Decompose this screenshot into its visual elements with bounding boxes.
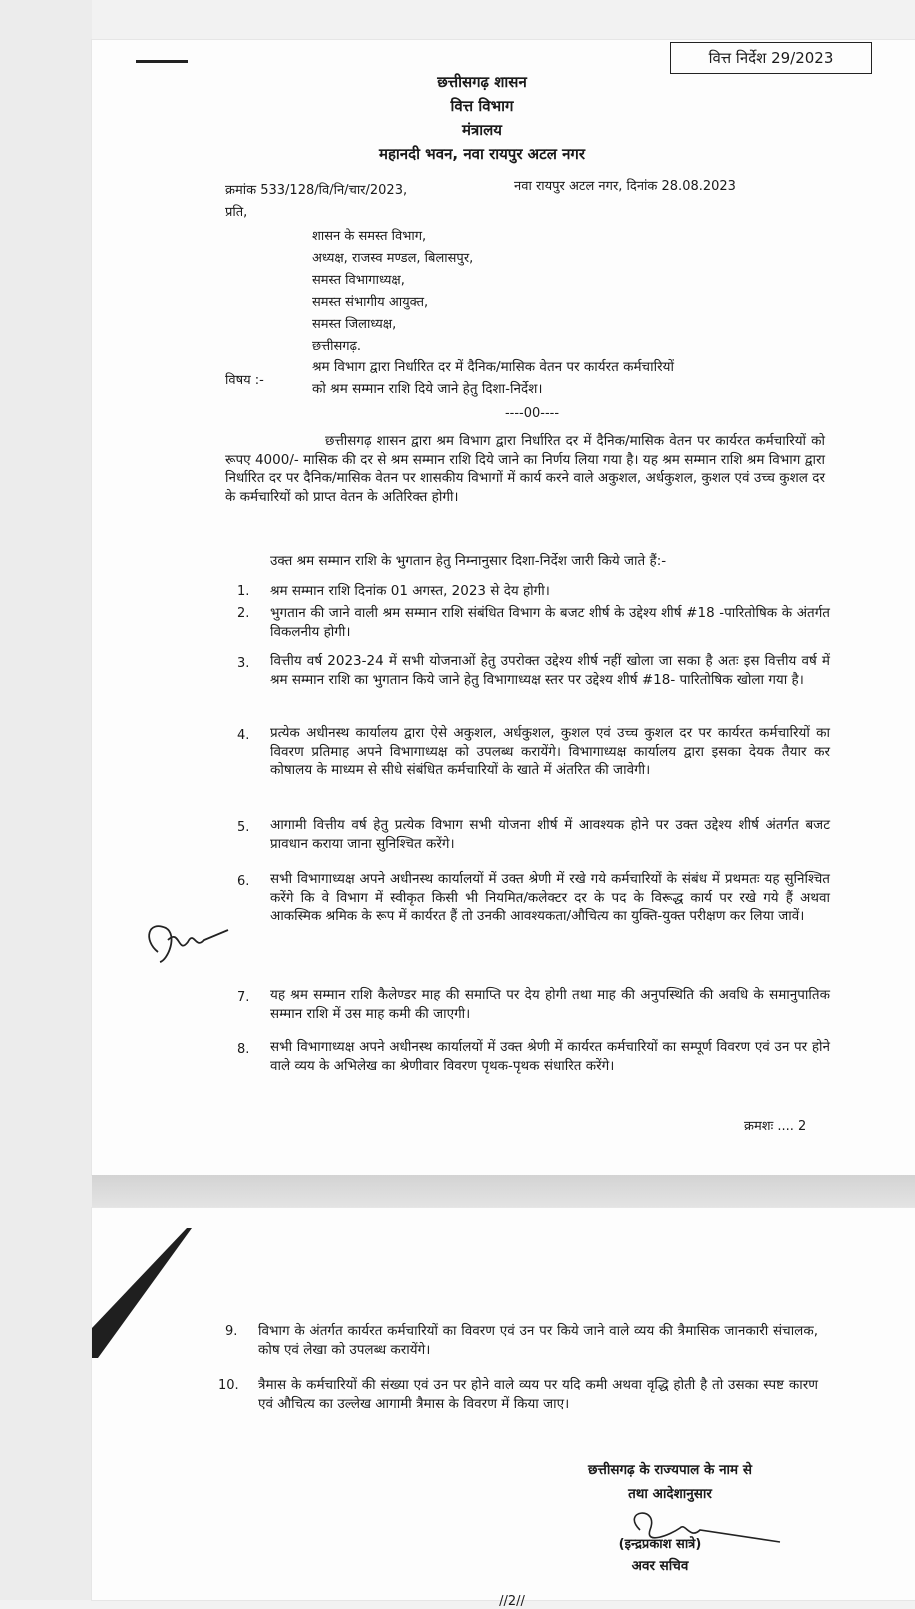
recipient-list — [312, 226, 473, 358]
item-number: 3. — [237, 656, 250, 671]
place-date: नवा रायपुर अटल नगर, दिनांक 28.08.2023 — [514, 179, 736, 194]
item-number: 9. — [225, 1324, 238, 1339]
separator: ----00---- — [504, 406, 560, 421]
recipient: समस्त जिलाध्यक्ष, — [312, 317, 397, 332]
authority-line-1: छत्तीसगढ़ के राज्यपाल के नाम से — [588, 1462, 752, 1478]
item-text: प्रत्येक अधीनस्थ कार्यालय द्वारा ऐसे अकुशल, अर्धकुशल, कुशल एवं उच्च कुशल दर पर कार्यरत कर्मचारियों का विवरण प्रतिमाह अपने विभागाध्यक्ष को उपलब्ध करायेंगे। विभागाध्यक्ष कार्यालय द्वारा इसका देयक तैयार कर कोषालय के माध्यम से सीधे संबंधित कर्मचारियों के खाते में अंतरित की जावेगी। — [270, 725, 830, 778]
subject-label: विषय :- — [225, 373, 264, 388]
reference-box: वित्त निर्देश 29/2023 — [670, 42, 872, 74]
continued-note: क्रमशः .... 2 — [744, 1119, 807, 1134]
recipient: अध्यक्ष, राजस्व मण्डल, बिलासपुर, — [312, 251, 474, 266]
item-text: श्रम सम्मान राशि दिनांक 01 अगस्त, 2023 से देय होगी। — [270, 583, 550, 599]
item-number: 8. — [237, 1042, 250, 1057]
paragraph-2: उक्त श्रम सम्मान राशि के भुगतान हेतु निम्नानुसार दिशा-निर्देश जारी किये जाते हैं:- — [270, 553, 667, 569]
item-number: 5. — [237, 820, 250, 835]
item-number: 4. — [237, 728, 250, 743]
item-text: आगामी वित्तीय वर्ष हेतु प्रत्येक विभाग सभी योजना शीर्ष में आवश्यक होने पर उक्त उद्देश्य शीर्ष अंतर्गत बजट प्रावधान कराया जाना सुनिश्चित करेंगे। — [270, 817, 830, 852]
page-gap — [92, 1175, 915, 1208]
subject-line-2: को श्रम सम्मान राशि दिये जाने हेतु दिशा-निर्देश। — [312, 381, 543, 397]
item-number: 1. — [237, 584, 250, 599]
pen-mark — [136, 60, 188, 63]
authority-line-2: तथा आदेशानुसार — [628, 1486, 712, 1502]
margin-signature — [138, 900, 238, 980]
to-label: प्रति, — [225, 205, 248, 220]
item-number: 10. — [218, 1378, 239, 1393]
recipient: समस्त विभागाध्यक्ष, — [312, 273, 405, 288]
memo-number: क्रमांक 533/128/वि/नि/चार/2023, — [225, 183, 408, 198]
designation: अवर सचिव — [631, 1558, 689, 1574]
left-margin-shade — [0, 0, 92, 1600]
header-ministry: मंत्रालय — [461, 121, 502, 139]
header-dept: वित्त विभाग — [450, 97, 514, 115]
corner-fold-shadow — [92, 1228, 192, 1358]
item-number: 6. — [237, 874, 250, 889]
subject-line-1: श्रम विभाग द्वारा निर्धारित दर में दैनिक/मासिक वेतन पर कार्यरत कर्मचारियों — [312, 359, 674, 375]
header-govt: छत्तीसगढ़ शासन — [437, 73, 527, 91]
item-number: 7. — [237, 990, 250, 1005]
item-text: सभी विभागाध्यक्ष अपने अधीनस्थ कार्यालयों में उक्त श्रेणी में रखे गये कर्मचारियों के संबंध में प्रथमतः यह सुनिश्चित करेंगे कि वे विभाग में स्वीकृत किसी भी नियमित/कलेक्टर दर के पद के विरूद्ध कार्य पर रखे गये हैं अथवा आकस्मिक श्रमिक के रूप में कार्यरत हैं तो उनकी आवश्यकता/औचित्य का युक्ति-युक्त परीक्षण कर लिया जावें। — [270, 871, 830, 924]
signatory-name: (इन्द्रप्रकाश सात्रे) — [618, 1537, 702, 1552]
recipient: छत्तीसगढ़. — [312, 339, 362, 354]
item-text: सभी विभागाध्यक्ष अपने अधीनस्थ कार्यालयों में उक्त श्रेणी में कार्यरत कर्मचारियों का सम्पूर्ण विवरण एवं उन पर होने वाले व्यय के अभिलेख का श्रेणीवार विवरण पृथक-पृथक संधारित करेंगे। — [270, 1039, 830, 1074]
item-text: यह श्रम सम्मान राशि कैलेण्डर माह की समाप्ति पर देय होगी तथा माह की अनुपस्थिति की अवधि के समानुपातिक सम्मान राशि में उस माह कमी की जाएगी। — [270, 987, 830, 1022]
item-text: विभाग के अंतर्गत कार्यरत कर्मचारियों का विवरण एवं उन पर किये जाने वाले व्यय की त्रैमासिक जानकारी संचालक, कोष एवं लेखा को उपलब्ध करायेंगे। — [258, 1323, 818, 1358]
paragraph-1: छत्तीसगढ़ शासन द्वारा श्रम विभाग द्वारा निर्धारित दर में दैनिक/मासिक वेतन पर कार्यरत कर्मचारियों को रूपए 4000/- मासिक की दर से श्रम सम्मान राशि दिये जाने का निर्णय लिया गया है। यह श्रम सम्मान राशि श्रम विभाग द्वारा निर्धारित दर पर दैनिक/मासिक वेतन पर शासकीय विभागों में कार्य करने वाले अकुशल, अर्धकुशल, कुशल एवं उच्च कुशल दर के कर्मचारियों को प्राप्त वेतन के अतिरिक्त होगी। — [225, 433, 825, 505]
recipient: शासन के समस्त विभाग, — [312, 229, 427, 244]
item-text: वित्तीय वर्ष 2023-24 में सभी योजनाओं हेतु उपरोक्त उद्देश्य शीर्ष नहीं खोला जा सका है अतः इस वित्तीय वर्ष में श्रम सम्मान राशि का भुगतान किये जाने हेतु विभागाध्यक्ष स्तर पर उद्देश्य शीर्ष #18- पारितोषिक खोला गया है। — [270, 653, 830, 688]
item-text: भुगतान की जाने वाली श्रम सम्मान राशि संबंधित विभाग के बजट शीर्ष के उद्देश्य शीर्ष #18 -पारितोषिक के अंतर्गत विकलनीय होगी। — [270, 605, 830, 640]
page-number: //2// — [499, 1594, 525, 1609]
header-address: महानदी भवन, नवा रायपुर अटल नगर — [378, 145, 586, 163]
document-page-1 — [92, 40, 915, 1175]
item-text: त्रैमास के कर्मचारियों की संख्या एवं उन पर होने वाले व्यय पर यदि कमी अथवा वृद्धि होती है तो उसका स्पष्ट कारण एवं औचित्य का उल्लेख आगामी त्रैमास के विवरण में किया जाए। — [258, 1377, 818, 1412]
item-number: 2. — [237, 606, 250, 621]
recipient: समस्त संभागीय आयुक्त, — [312, 295, 429, 310]
